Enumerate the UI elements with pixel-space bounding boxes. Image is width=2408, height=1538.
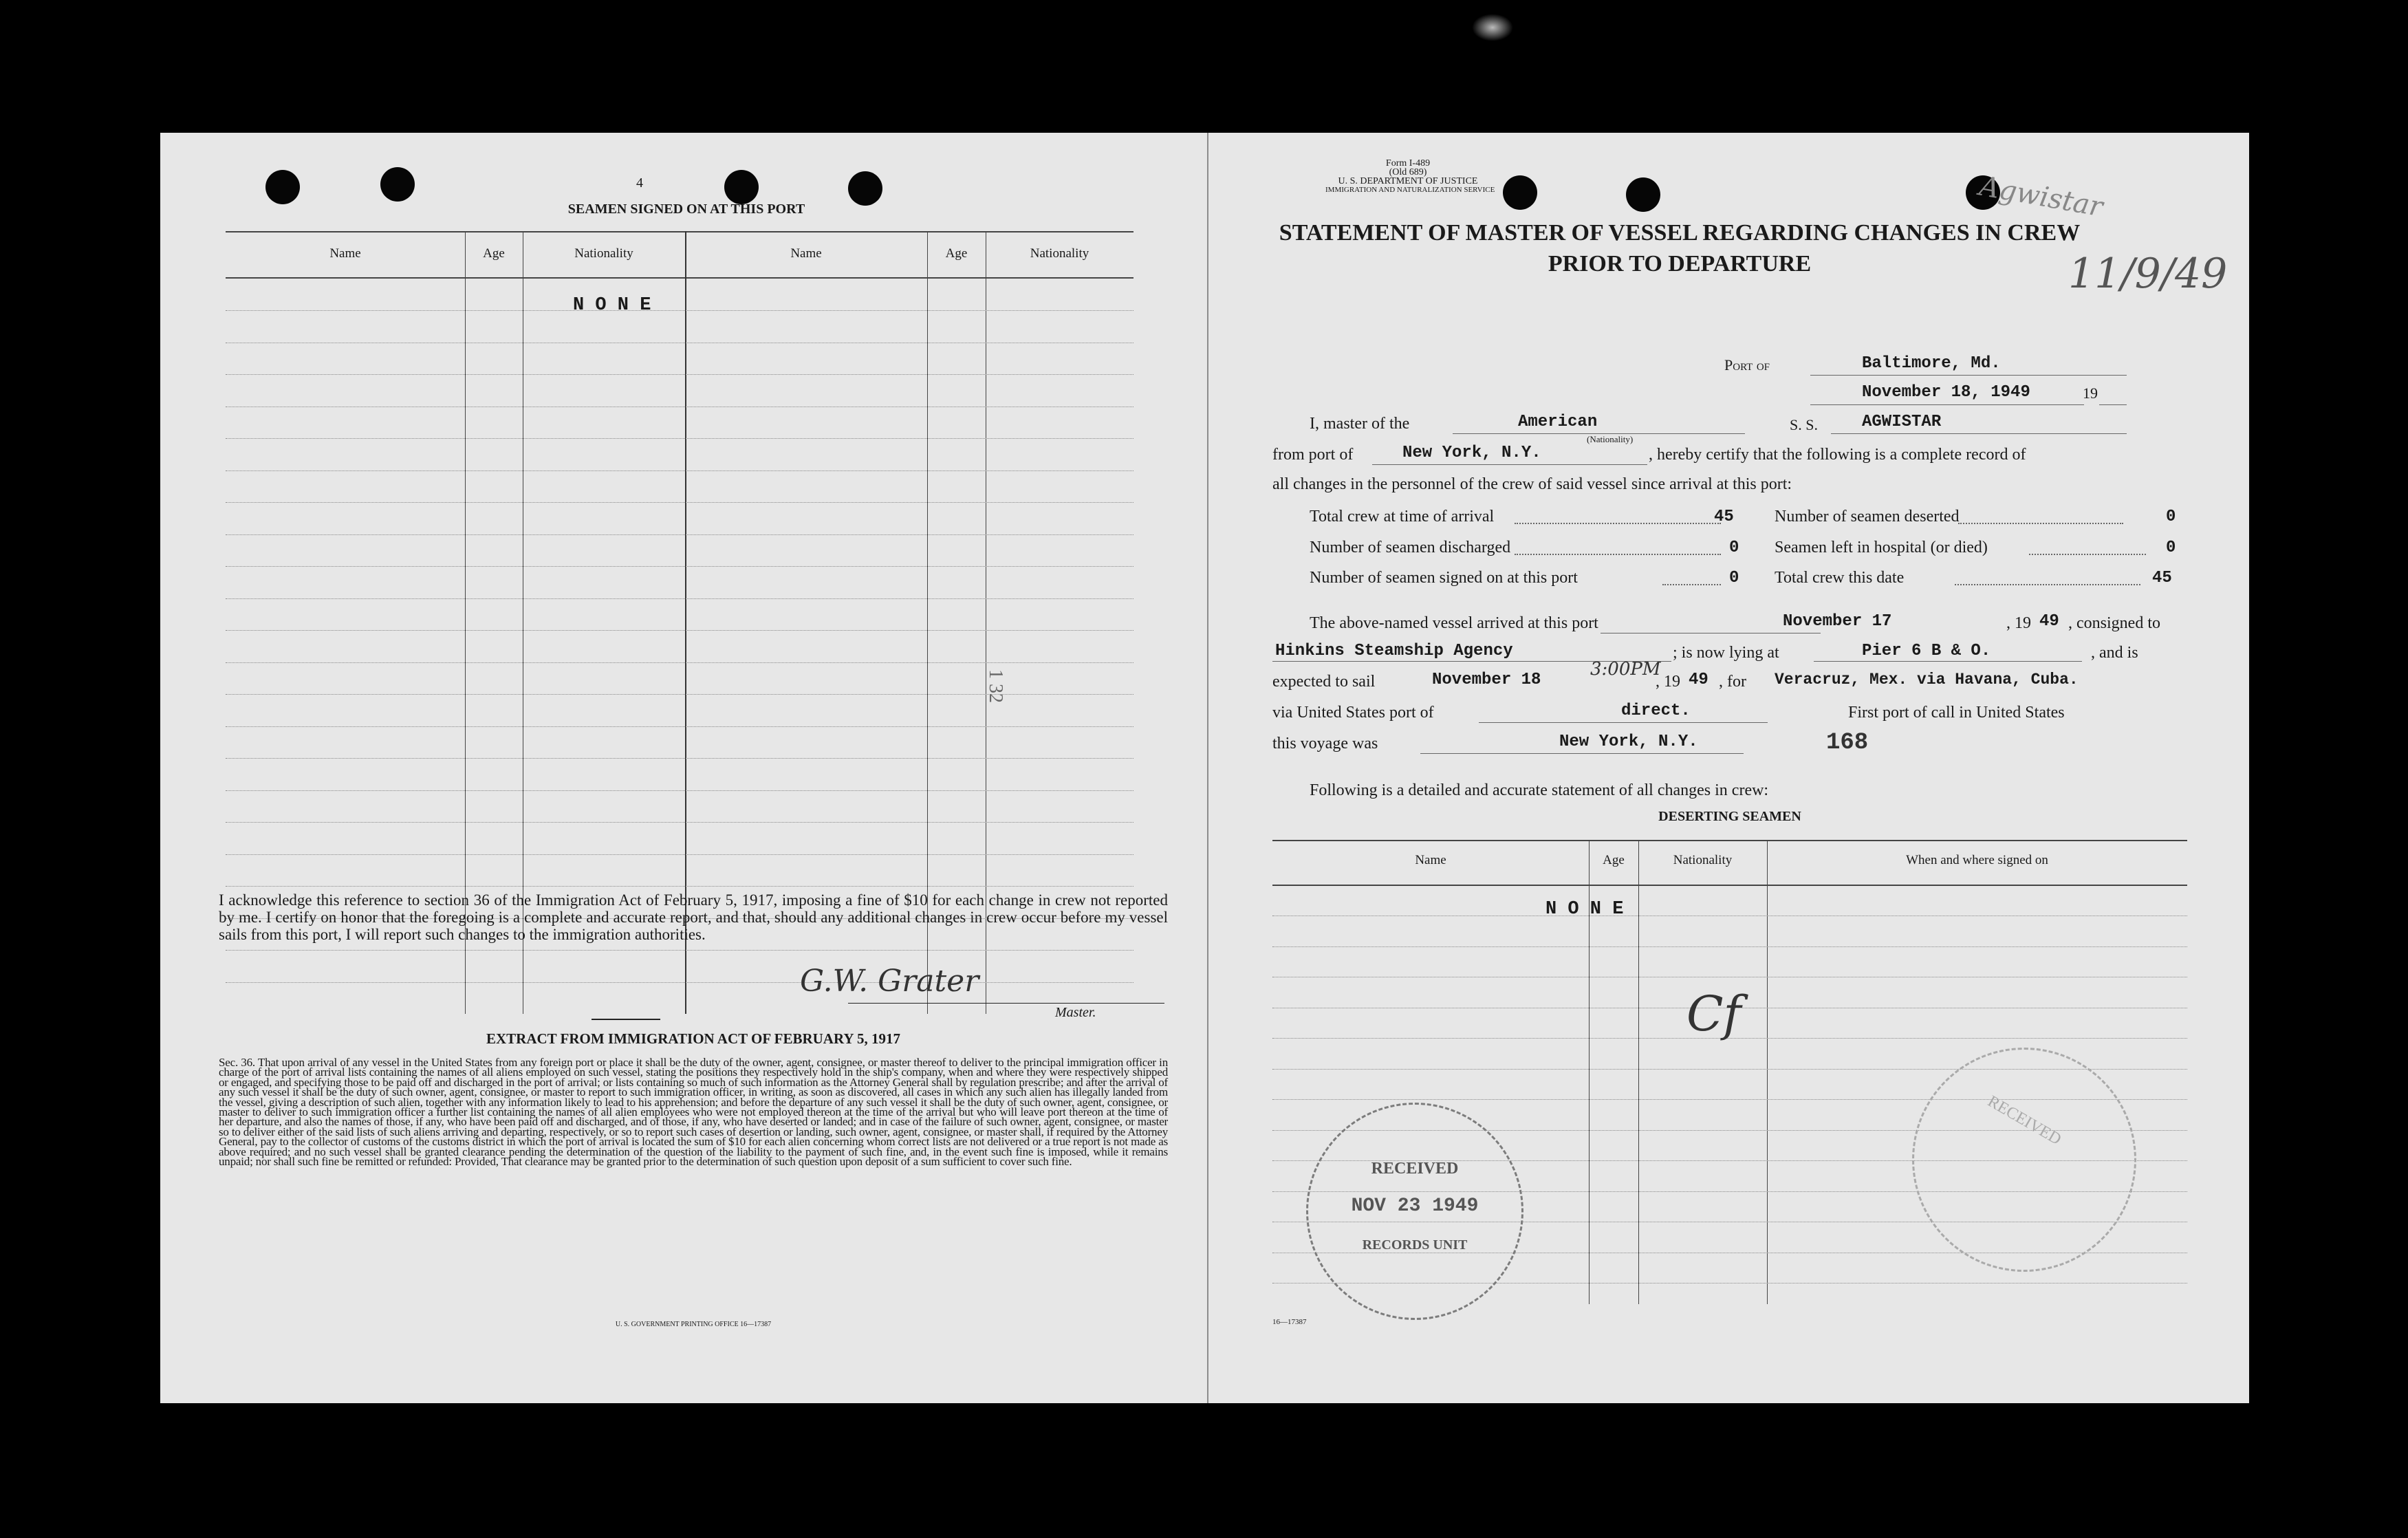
acknowledgment-text: I acknowledge this reference to section 36 of the Immigration Act of February 5, 1917, imposing a fine of $10 for each change in crew not reported by me. I certify on honor that the foregoing is a complete and accurate report, and that, should any additional changes in crew occur before my vessel sails from this port, I will report such changes to the immigration authorities. — [219, 891, 1168, 943]
sail-time: 3:00PM — [1590, 659, 1661, 680]
page-number: 4 — [636, 175, 643, 191]
arrived-year: 49 — [2039, 612, 2059, 631]
form-footer: 16—17387 — [1272, 1318, 1307, 1326]
pier-line — [1814, 661, 2082, 662]
form-old-id: (Old 689) — [1389, 167, 1427, 177]
none-entry: N O N E — [1545, 899, 1624, 920]
table-header-nationality: Nationality — [574, 246, 633, 261]
stat-value: 45 — [2152, 569, 2172, 587]
certify-text: , hereby certify that the following is a complete record of — [1649, 446, 2026, 464]
from-port-value: New York, N.Y. — [1402, 444, 1541, 462]
punch-hole — [380, 167, 415, 202]
sail-date: November 18 — [1432, 671, 1541, 689]
following-text: Following is a detailed and accurate statement of all changes in crew: — [1310, 781, 1769, 799]
table-row-rule — [226, 886, 1134, 887]
arrived-value: November 17 — [1783, 612, 1892, 631]
table-row-rule — [226, 374, 1134, 375]
date-line — [1810, 404, 2084, 405]
table-header-age: Age — [945, 246, 968, 261]
consignee: Hinkins Steamship Agency — [1275, 642, 1513, 660]
extract-title: EXTRACT FROM IMMIGRATION ACT OF FEBRUARY 5, 1917 — [486, 1030, 901, 1047]
handwritten-note: Agwistar — [1977, 170, 2105, 224]
voyage-label: this voyage was — [1272, 735, 1378, 752]
stat-label: Total crew this date — [1775, 569, 1905, 587]
divider-rule — [592, 1019, 660, 1020]
table-row-rule — [226, 310, 1134, 311]
ss-label: S. S. — [1790, 416, 1818, 433]
printer-footer: U. S. GOVERNMENT PRINTING OFFICE 16—17387 — [615, 1321, 772, 1328]
for-label: , for — [1719, 673, 1746, 691]
stat-value: 0 — [2166, 508, 2176, 526]
left-page — [160, 133, 1207, 1403]
table-row-rule — [226, 470, 1134, 471]
table-header-nationality: Nationality — [1673, 853, 1733, 867]
extract-text: Sec. 36. That upon arrival of any vessel in the United States from any foreign port or place it shall be the duty of the owner, agent, consignee, or master thereof to deliver to the principal immigration officer in charge of the port of arrival lists containing the names of all aliens employed on such vessel, stating the positions they respectively hold in the ship's company, when and where they were respectively shipped or engaged, and specifying those to be paid off and discharged in the port of arrival; or lists containing so much of such information as the Attorney General shall by regulation prescribe; and after the arrival of any such vessel it shall be the duty of such owner, agent, consignee, or master to report to such immigration officer, in writing, as soon as discovered, all cases in which any such alien has illegally landed from the vessel, giving a description of such alien, together with any information likely to lead to his apprehension; and before the departure of any such vessel it shall be the duty of such owner, agent, consignee, or master to deliver to such immigration officer a further list containing the names of all alien employees who were not employed thereon at the time of the arrival but who will leave port thereon at the time of her departure, and also the names of those, if any, who have been paid off and discharged, and of those, if any, who have deserted or landed; and in case of the failure of such owner, agent, consignee, or master so to deliver either of the said lists of such aliens arriving and departing, respectively, or so to report such cases of desertion or landing, such owner, agent, consignee, or master shall, if required by the Attorney General, pay to the collector of customs of the customs district in which the port of arrival is located the sum of $10 for each alien concerning whom correct lists are not delivered or a true report is not made as above required; and no such vessel shall be granted clearance pending the determination of the question of the liability to the payment of such fine, and, in the event such fine is imposed, while it remains unpaid; nor shall such fine be remitted or refunded: Provided, That clearance may be granted prior to the determination of such question upon deposit of a sum sufficient to cover such fine. — [219, 1056, 1168, 1169]
signature-line — [848, 1003, 1164, 1004]
stat-label: Number of seamen signed on at this port — [1310, 569, 1578, 587]
master-signature: G.W. Grater — [800, 964, 979, 999]
stamp-date: NOV 23 1949 — [1351, 1195, 1479, 1217]
section-title: SEAMEN SIGNED ON AT THIS PORT — [567, 202, 805, 217]
light-flare — [1472, 14, 1513, 41]
deserting-title: DESERTING SEAMEN — [1658, 809, 1801, 824]
right-page — [1207, 133, 2249, 1403]
stat-label: Number of seamen discharged — [1310, 539, 1511, 556]
table-row-rule — [226, 822, 1134, 823]
table-row-rule — [226, 662, 1134, 663]
initials: Cf — [1686, 986, 1742, 1042]
certify-text-2: all changes in the personnel of the crew of said vessel since arrival at this port: — [1272, 475, 1792, 493]
date-suffix: 19 — [2083, 384, 2098, 402]
via-value: direct. — [1621, 702, 1691, 720]
nationality-caption: (Nationality) — [1587, 434, 1634, 444]
sail-year: 49 — [1689, 671, 1709, 689]
received-stamp — [1306, 1103, 1523, 1320]
table-row-rule — [226, 598, 1134, 599]
punch-hole — [1626, 177, 1660, 212]
vessel-name: AGWISTAR — [1862, 413, 1942, 431]
stat-value: 45 — [1714, 508, 1734, 526]
table-row-rule — [226, 566, 1134, 567]
punch-hole — [1503, 175, 1537, 210]
stat-label: Total crew at time of arrival — [1310, 508, 1495, 526]
table-row-rule — [226, 758, 1134, 759]
vessel-line — [1831, 433, 2127, 434]
form-title-line2: PRIOR TO DEPARTURE — [1548, 251, 1812, 277]
date-value: November 18, 1949 — [1862, 383, 2030, 402]
date-suffix-line — [2099, 404, 2127, 405]
department: U. S. DEPARTMENT OF JUSTICE — [1338, 176, 1478, 186]
destination: Veracruz, Mex. via Havana, Cuba. — [1775, 671, 2079, 689]
stat-value: 0 — [1729, 569, 1739, 587]
table-header-name: Name — [1415, 853, 1446, 867]
table-header-when-where: When and where signed on — [1906, 853, 2048, 867]
voyage-line — [1420, 753, 1744, 754]
table-row-rule — [226, 502, 1134, 503]
table-header-nationality: Nationality — [1030, 246, 1089, 261]
arrived-label: The above-named vessel arrived at this port — [1310, 614, 1598, 632]
via-label: via United States port of — [1272, 704, 1434, 722]
expected-label: expected to sail — [1272, 673, 1376, 691]
form-id: Form I-489 — [1385, 158, 1431, 169]
consigned-label: , consigned to — [2068, 614, 2160, 632]
faint-stamp-number: 1 32 — [985, 669, 1006, 703]
table-header-name: Name — [790, 246, 822, 261]
leader-dots — [1515, 554, 1721, 555]
form-number — [1325, 158, 1495, 195]
stamp-text: RECEIVED — [1984, 1092, 2065, 1149]
handwritten-date: 11/9/49 — [2068, 250, 2228, 298]
table-header-name: Name — [329, 246, 361, 261]
punch-hole — [724, 170, 759, 204]
table-row-rule — [226, 630, 1134, 631]
table-row-rule — [226, 534, 1134, 535]
table-row-rule — [226, 982, 1134, 983]
master-of-label: I, master of the — [1310, 415, 1410, 433]
punch-hole — [848, 171, 882, 206]
sail-year-prefix: , 19 — [1656, 673, 1680, 691]
table-row-rule — [226, 950, 1134, 951]
stat-value: 0 — [2166, 539, 2176, 557]
leader-dots — [2029, 554, 2146, 555]
master-label: Master. — [1055, 1005, 1096, 1020]
table-row-rule — [1272, 946, 2187, 947]
table-row-rule — [226, 790, 1134, 791]
stamp-unit: RECORDS UNIT — [1362, 1237, 1468, 1253]
nationality-value: American — [1518, 413, 1598, 431]
table-column-divider — [1638, 840, 1639, 1304]
voyage-value: New York, N.Y. — [1559, 733, 1698, 751]
from-port-label: from port of — [1272, 446, 1354, 464]
from-port-line — [1372, 464, 1647, 465]
lying-label: ; is now lying at — [1673, 644, 1779, 662]
port-line — [1810, 375, 2127, 376]
port-value: Baltimore, Md. — [1862, 354, 2001, 373]
table-header-age: Age — [483, 246, 505, 261]
table-row-rule — [226, 438, 1134, 439]
table-column-divider — [1767, 840, 1768, 1304]
table-header-border — [1272, 885, 2187, 886]
none-entry: N O N E — [573, 295, 651, 316]
leader-dots — [1515, 523, 1721, 524]
table-header-age: Age — [1603, 853, 1625, 867]
punch-hole — [265, 170, 300, 204]
voyage-number: 168 — [1826, 730, 1869, 756]
leader-dots — [1662, 584, 1721, 585]
arrived-year-prefix: , 19 — [2006, 614, 2031, 632]
table-top-border — [226, 231, 1134, 232]
and-is: , and is — [2091, 644, 2138, 662]
table-row-rule — [226, 726, 1134, 727]
port-label: Port of — [1724, 356, 1770, 373]
table-header-border — [226, 277, 1134, 279]
form-title: STATEMENT OF MASTER OF VESSEL REGARDING CHANGES IN CREW — [1279, 220, 2081, 246]
via-line — [1479, 722, 1768, 723]
stat-value: 0 — [1729, 539, 1739, 557]
pier: Pier 6 B & O. — [1862, 642, 1991, 660]
first-port-label: First port of call in United States — [1848, 704, 2065, 722]
stat-label: Seamen left in hospital (or died) — [1775, 539, 1988, 556]
service: IMMIGRATION AND NATURALIZATION SERVICE — [1325, 186, 1495, 194]
leader-dots — [1955, 584, 2140, 585]
stat-label: Number of seamen deserted — [1775, 508, 1960, 526]
stamp-text: RECEIVED — [1371, 1160, 1459, 1178]
faded-stamp — [1912, 1048, 2136, 1272]
leader-dots — [1958, 523, 2123, 524]
table-top-border — [1272, 840, 2187, 841]
table-row-rule — [226, 854, 1134, 855]
